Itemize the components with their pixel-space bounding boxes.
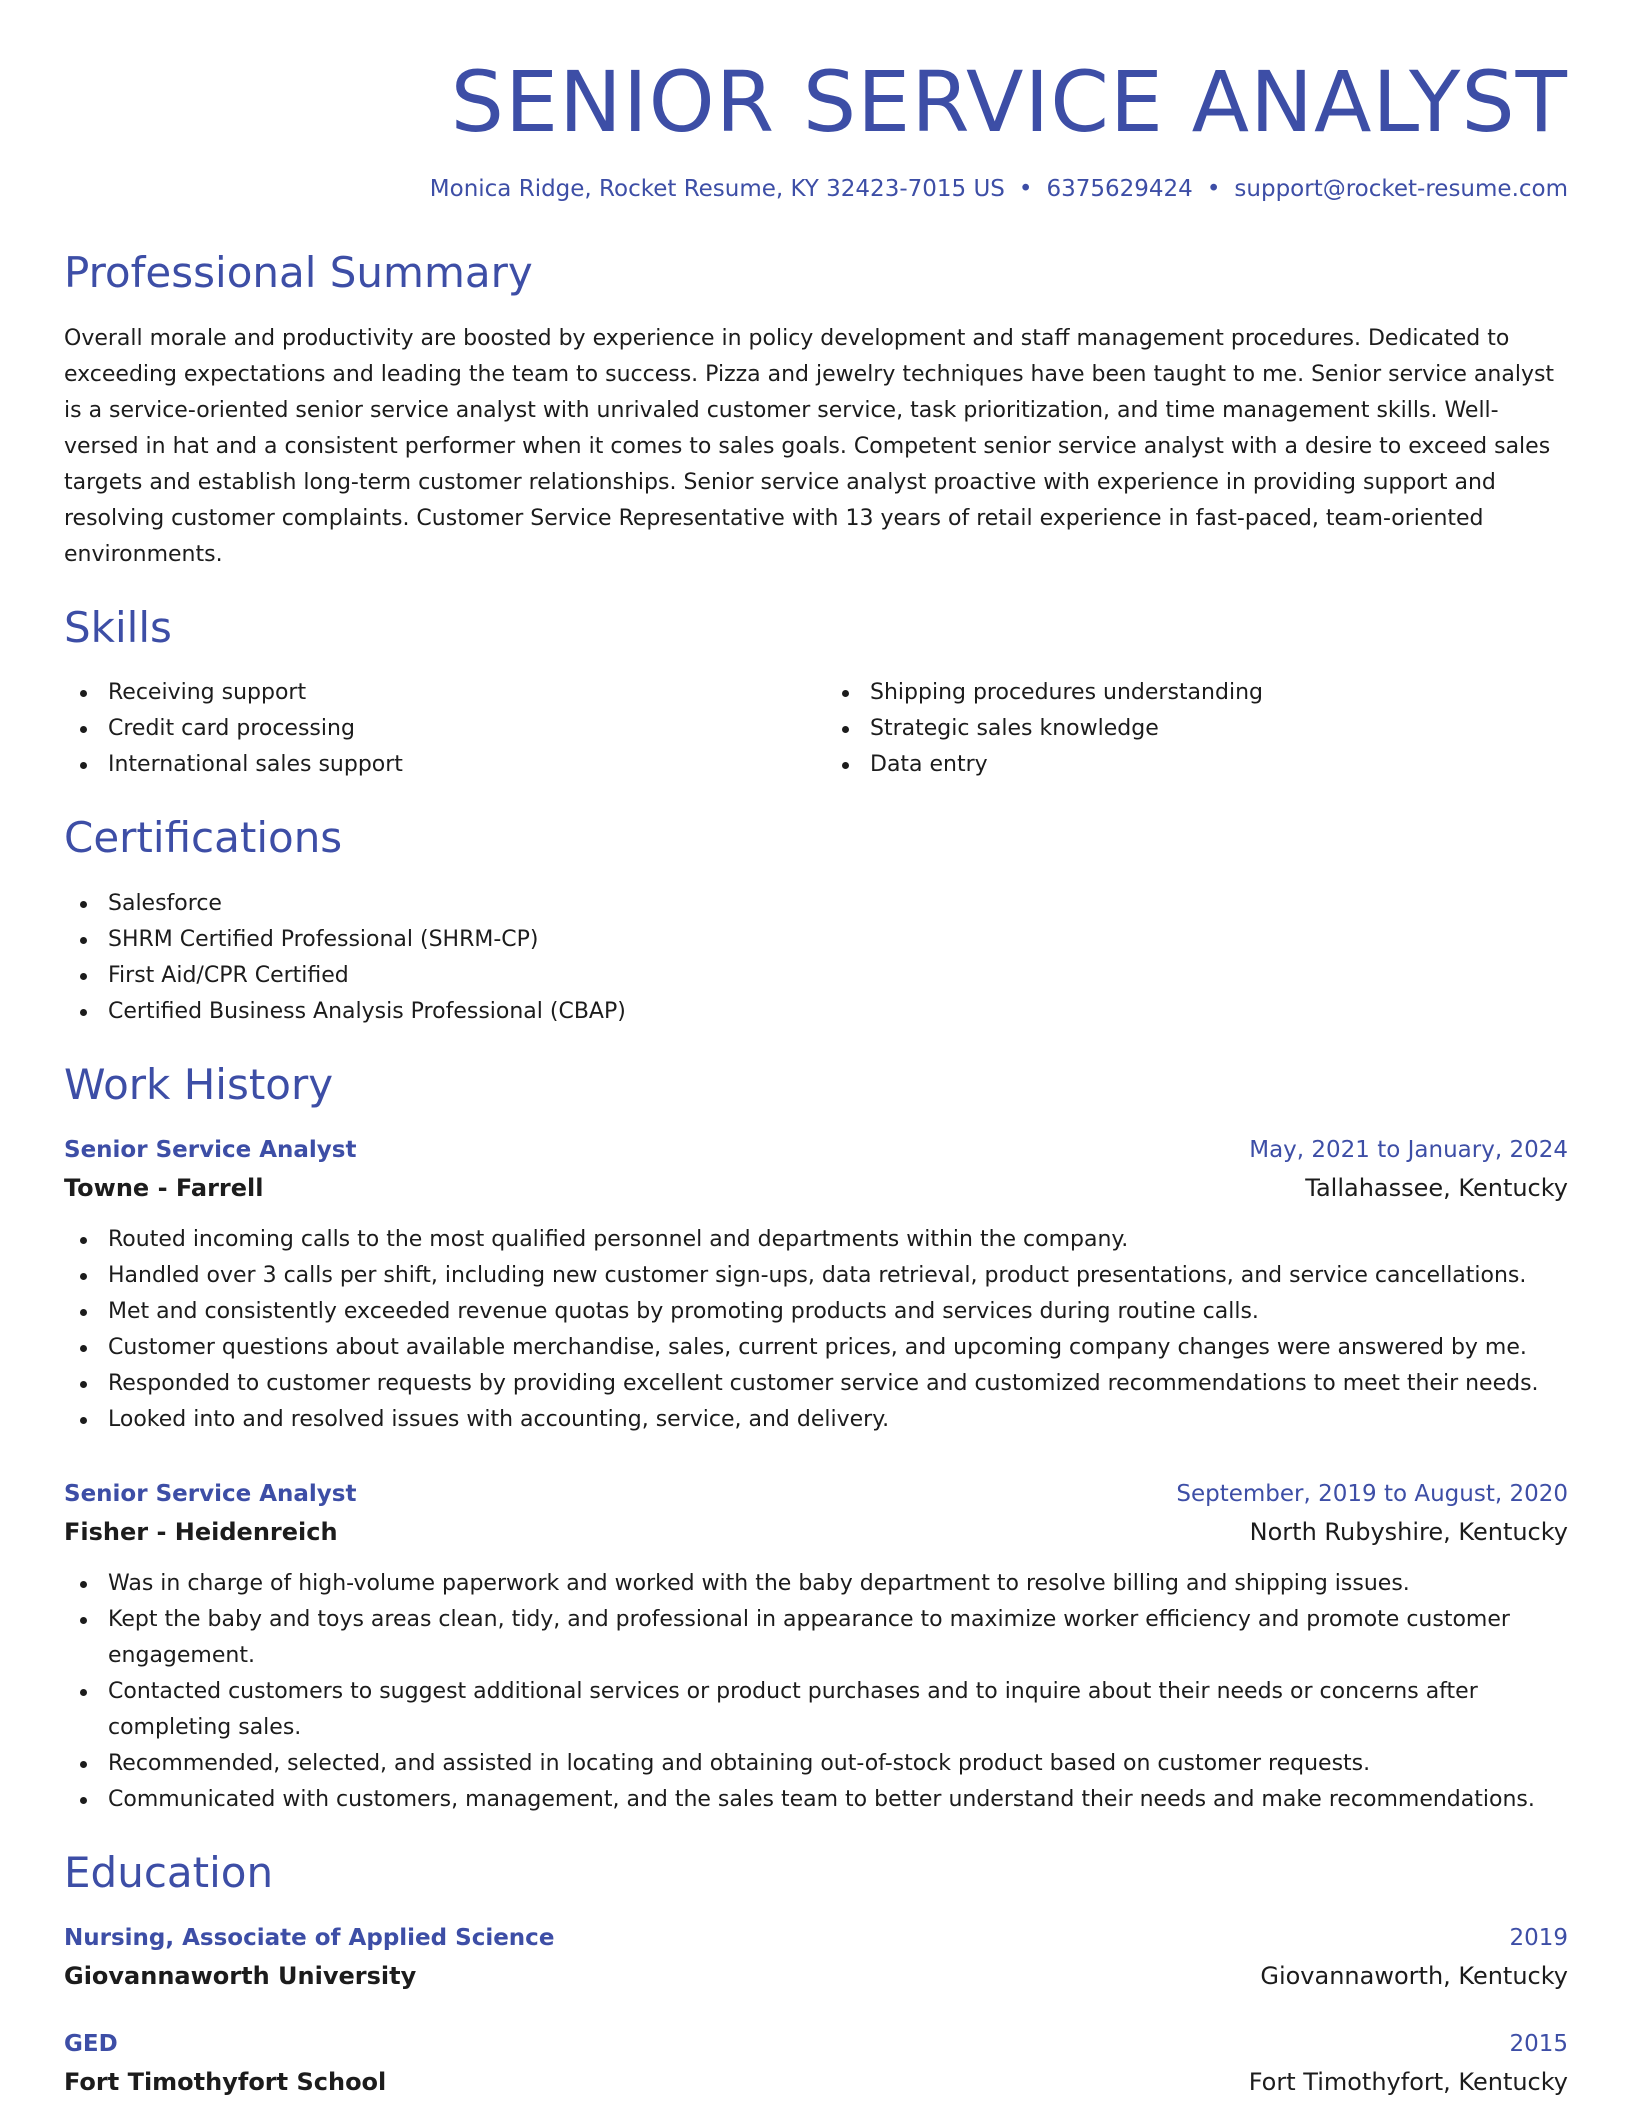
job-dates: May, 2021 to January, 2024 [1249,1136,1568,1163]
skills-column-left [64,675,806,783]
summary-text: Overall morale and productivity are boosted by experience in policy development and staff management procedures. Dedicated to exceeding expectations and leading the team to success. Pizza and jewelry techniques have been taught to me. Senior service analyst is a service-oriented senior service analyst with unrivaled customer service, task prioritization, and time management skills. Well-versed in hat and a consistent performer when it comes to sales goals. Competent senior service analyst with a desire to exceed sales targets and establish long-term customer relationships. Senior service analyst proactive with experience in providing support and resolving customer complaints. Customer Service Representative with 13 years of retail experience in fast-paced, team-oriented environments. [64,325,1555,567]
job-entry [64,1132,1568,1438]
contact-phone: 6375629424 [1046,176,1193,203]
work-history-heading: Work History [64,1059,334,1109]
education-year: 2019 [1509,1925,1568,1952]
job-header-row [64,1132,1568,1168]
job-dates: September, 2019 to August, 2020 [1176,1480,1568,1507]
certifications-list [64,886,1568,1030]
certifications-heading: Certifications [64,813,343,863]
summary-heading: Professional Summary [64,248,533,298]
job-title: Senior Service Analyst [64,1136,357,1163]
education-degree: GED [64,2031,118,2058]
education-degree: Nursing, Associate of Applied Science [64,1925,555,1952]
duty-item: Customer questions about available merchandise, sales, current prices, and upcoming company changes were answered by me. [64,1330,1568,1366]
education-entry [64,2026,1568,2102]
duty-item: Routed incoming calls to the most qualified personnel and departments within the company. [64,1222,1568,1258]
skill-item: Data entry [826,747,1568,783]
skill-item: Strategic sales knowledge [826,711,1568,747]
contact-address: Monica Ridge, Rocket Resume, KY 32423-7015 US [429,176,1005,203]
education-entry [64,1920,1568,1996]
education-school-row [64,1956,1568,1996]
job-company: Towne - Farrell [64,1173,264,1202]
education-heading: Education [64,1847,274,1897]
education-school-row [64,2062,1568,2102]
contact-email[interactable]: support@rocket-resume.com [1234,176,1568,203]
education-year: 2015 [1509,2031,1568,2058]
skill-item: International sales support [64,747,806,783]
job-company-row [64,1168,1568,1208]
contact-separator: • [1206,176,1221,203]
job-header-row [64,1476,1568,1512]
job-company: Fisher - Heidenreich [64,1517,338,1546]
certification-item: Salesforce [64,886,1568,922]
skill-item: Shipping procedures understanding [826,675,1568,711]
skill-item: Credit card processing [64,711,806,747]
job-entry [64,1476,1568,1818]
duty-item: Met and consistently exceeded revenue quotas by promoting products and services during routine calls. [64,1294,1568,1330]
job-duties [64,1566,1568,1818]
education-header-row [64,2026,1568,2062]
education-location: Giovannaworth, Kentucky [1260,1962,1568,1991]
education-school: Giovannaworth University [64,1962,417,1991]
education-header-row [64,1920,1568,1956]
skills-heading: Skills [64,602,172,652]
certification-item: Certified Business Analysis Professional (CBAP) [64,994,1568,1030]
skills-column-right [826,675,1568,783]
job-location: North Rubyshire, Kentucky [1249,1517,1568,1546]
education-school: Fort Timothyfort School [64,2068,387,2097]
duty-item: Handled over 3 calls per shift, including new customer sign-ups, data retrieval, product presentations, and service cancellations. [64,1258,1568,1294]
resume-name: SENIOR SERVICE ANALYST [450,53,1568,151]
skills-list [64,675,1568,783]
contact-line [64,176,1568,202]
job-location: Tallahassee, Kentucky [1305,1173,1568,1202]
duty-item: Contacted customers to suggest additional services or product purchases and to inquire about their needs or concerns after completing sales. [64,1674,1568,1746]
duty-item: Communicated with customers, management, and the sales team to better understand their needs and make recommendations. [64,1782,1568,1818]
duty-item: Was in charge of high-volume paperwork and worked with the baby department to resolve billing and shipping issues. [64,1566,1568,1602]
job-title: Senior Service Analyst [64,1480,357,1507]
certification-item: First Aid/CPR Certified [64,958,1568,994]
education-location: Fort Timothyfort, Kentucky [1248,2068,1568,2097]
resume-header [64,53,1568,203]
duty-item: Looked into and resolved issues with accounting, service, and delivery. [64,1402,1568,1438]
duty-item: Responded to customer requests by providing excellent customer service and customized recommendations to meet their needs. [64,1366,1568,1402]
skill-item: Receiving support [64,675,806,711]
job-company-row [64,1512,1568,1552]
job-duties [64,1222,1568,1438]
contact-separator: • [1018,176,1033,203]
duty-item: Kept the baby and toys areas clean, tidy, and professional in appearance to maximize worker efficiency and promote customer engagement. [64,1602,1568,1674]
certification-item: SHRM Certified Professional (SHRM-CP) [64,922,1568,958]
duty-item: Recommended, selected, and assisted in locating and obtaining out-of-stock product based on customer requests. [64,1746,1568,1782]
